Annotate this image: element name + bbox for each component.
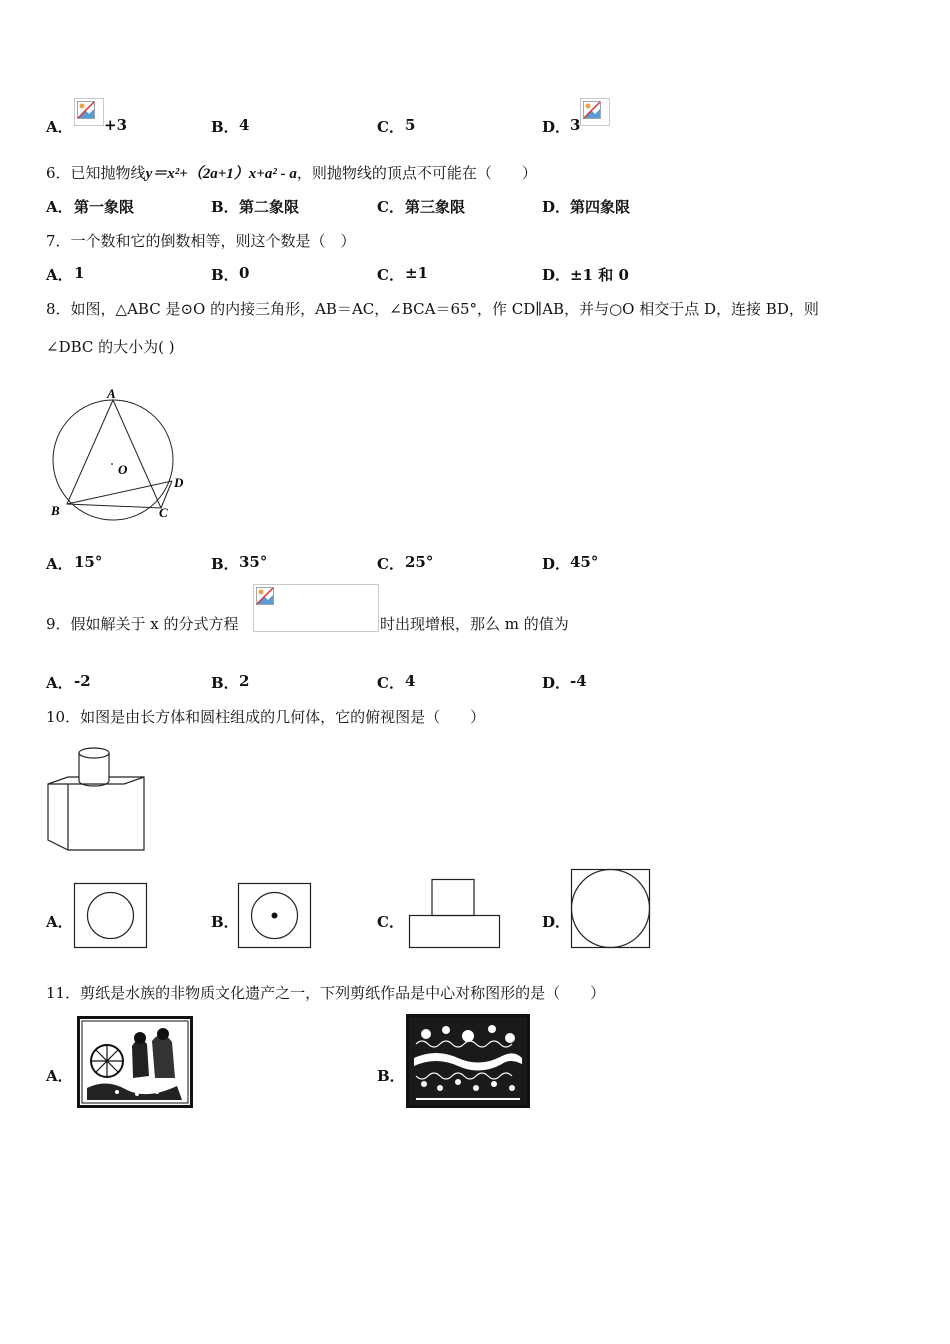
q11-option-b-papercut-image: [406, 1014, 530, 1108]
broken-image-icon: [253, 584, 379, 632]
q9-option-b-label: B．: [211, 674, 239, 692]
q6-option-a-label: A．: [46, 198, 73, 216]
q6-option-b-label: B．: [211, 198, 239, 216]
q11-option-a-papercut-image: [77, 1016, 193, 1108]
q9-stem-a: 9．假如解关于 x 的分式方程: [46, 615, 239, 633]
q6-formula: y＝x²+（2a+1）x+a² ‑ a: [145, 166, 297, 182]
q7-option-d-label: D．: [542, 266, 571, 284]
q10-stem: 10．如图是由长方体和圆柱组成的几何体，它的俯视图是（ ）: [46, 708, 486, 726]
q7-option-c-label: C．: [377, 266, 404, 284]
q8-circle-figure: [40, 380, 200, 530]
center-point-o: [111, 463, 113, 465]
q8-option-c-label: C．: [377, 555, 404, 573]
q10-option-d-label: D．: [542, 913, 571, 931]
label-c: C: [159, 505, 168, 520]
q9-option-c-text: 4: [405, 672, 416, 690]
label-b: B: [51, 503, 60, 518]
q8-option-d-text: 45°: [570, 553, 599, 571]
q8-option-b-label: B．: [211, 555, 239, 573]
q5-option-a-label: A．: [46, 118, 73, 136]
q5-option-a-text: +3: [104, 116, 128, 134]
q5-option-d-label: D．: [542, 118, 571, 136]
q7-option-b-label: B．: [211, 266, 239, 284]
q5-option-b-text: 4: [239, 116, 250, 134]
q7-stem: 7．一个数和它的倒数相等，则这个数是（ ）: [46, 232, 356, 250]
q9-option-b-text: 2: [239, 672, 250, 690]
q6-option-d-text: 第四象限: [570, 198, 631, 216]
q9-option-d-text: -4: [570, 672, 587, 690]
broken-image-icon: [580, 98, 610, 126]
q8-option-b-text: 35°: [239, 553, 268, 571]
q6-text-b: ，则抛物线的顶点不可能在（ ）: [296, 164, 537, 182]
q7-option-b-text: 0: [239, 264, 250, 282]
triangle-abc: [67, 400, 161, 508]
q9-option-a-label: A．: [46, 674, 73, 692]
q7-option-a-text: 1: [74, 264, 85, 282]
broken-image-icon: [74, 98, 104, 126]
q6-number: 6．: [46, 164, 71, 182]
q9-option-d-label: D．: [542, 674, 571, 692]
q8-option-d-label: D．: [542, 555, 571, 573]
q6-option-c-label: C．: [377, 198, 404, 216]
cuboid-outline: [48, 777, 144, 850]
circle-o: [53, 400, 173, 520]
label-o: O: [118, 462, 128, 477]
q6-option-a-text: 第一象限: [74, 198, 135, 216]
q10-option-c-label: C．: [377, 913, 404, 931]
label-d: D: [174, 475, 184, 490]
q9-option-a-text: -2: [74, 672, 91, 690]
q11-option-b-label: B．: [377, 1067, 405, 1085]
q5-option-b-label: B．: [211, 118, 239, 136]
q6-text-a: 已知抛物线: [70, 164, 146, 182]
q11-option-a-label: A．: [46, 1067, 73, 1085]
q5-option-c-label: C．: [377, 118, 404, 136]
q10-option-b-figure: [238, 883, 312, 949]
q8-option-c-text: 25°: [405, 553, 434, 571]
image-placeholder-icon: [77, 101, 95, 119]
q5-option-d-text: 3: [570, 116, 581, 134]
q11-stem: 11．剪纸是水族的非物质文化遗产之一，下列剪纸作品是中心对称图形的是（ ）: [46, 984, 606, 1002]
q9-option-c-label: C．: [377, 674, 404, 692]
q10-option-b-label: B．: [211, 913, 239, 931]
q6-option-c-text: 第三象限: [405, 198, 466, 216]
cylinder-top: [79, 748, 109, 758]
q6-option-d-label: D．: [542, 198, 571, 216]
q10-option-c-figure: [409, 879, 501, 949]
q10-solid-figure: [44, 744, 148, 854]
q10-option-a-label: A．: [46, 913, 73, 931]
q8-option-a-label: A．: [46, 555, 73, 573]
q7-option-a-label: A．: [46, 266, 73, 284]
q6-option-b-text: 第二象限: [239, 198, 300, 216]
q10-option-d-figure: [571, 869, 651, 949]
q6-stem: [46, 162, 537, 183]
q7-option-d-text: ±1 和 0: [570, 266, 629, 284]
q8-stem-line2: ∠DBC 的大小为( ): [46, 338, 175, 356]
q8-option-a-text: 15°: [74, 553, 103, 571]
label-a: A: [107, 386, 116, 401]
q5-option-c-text: 5: [405, 116, 416, 134]
q7-option-c-text: ±1: [405, 264, 429, 282]
q8-stem-line1: 8．如图，△ABC 是⊙O 的内接三角形，AB＝AC，∠BCA＝65°，作 CD∥AB，并与○O 相交于点 D，连接 BD，则: [46, 300, 819, 318]
q10-option-a-figure: [74, 883, 148, 949]
image-placeholder-icon: [256, 587, 274, 605]
segment-bd: [67, 481, 172, 504]
q9-stem-b: 时出现增根，那么 m 的值为: [380, 615, 569, 633]
image-placeholder-icon: [583, 101, 601, 119]
